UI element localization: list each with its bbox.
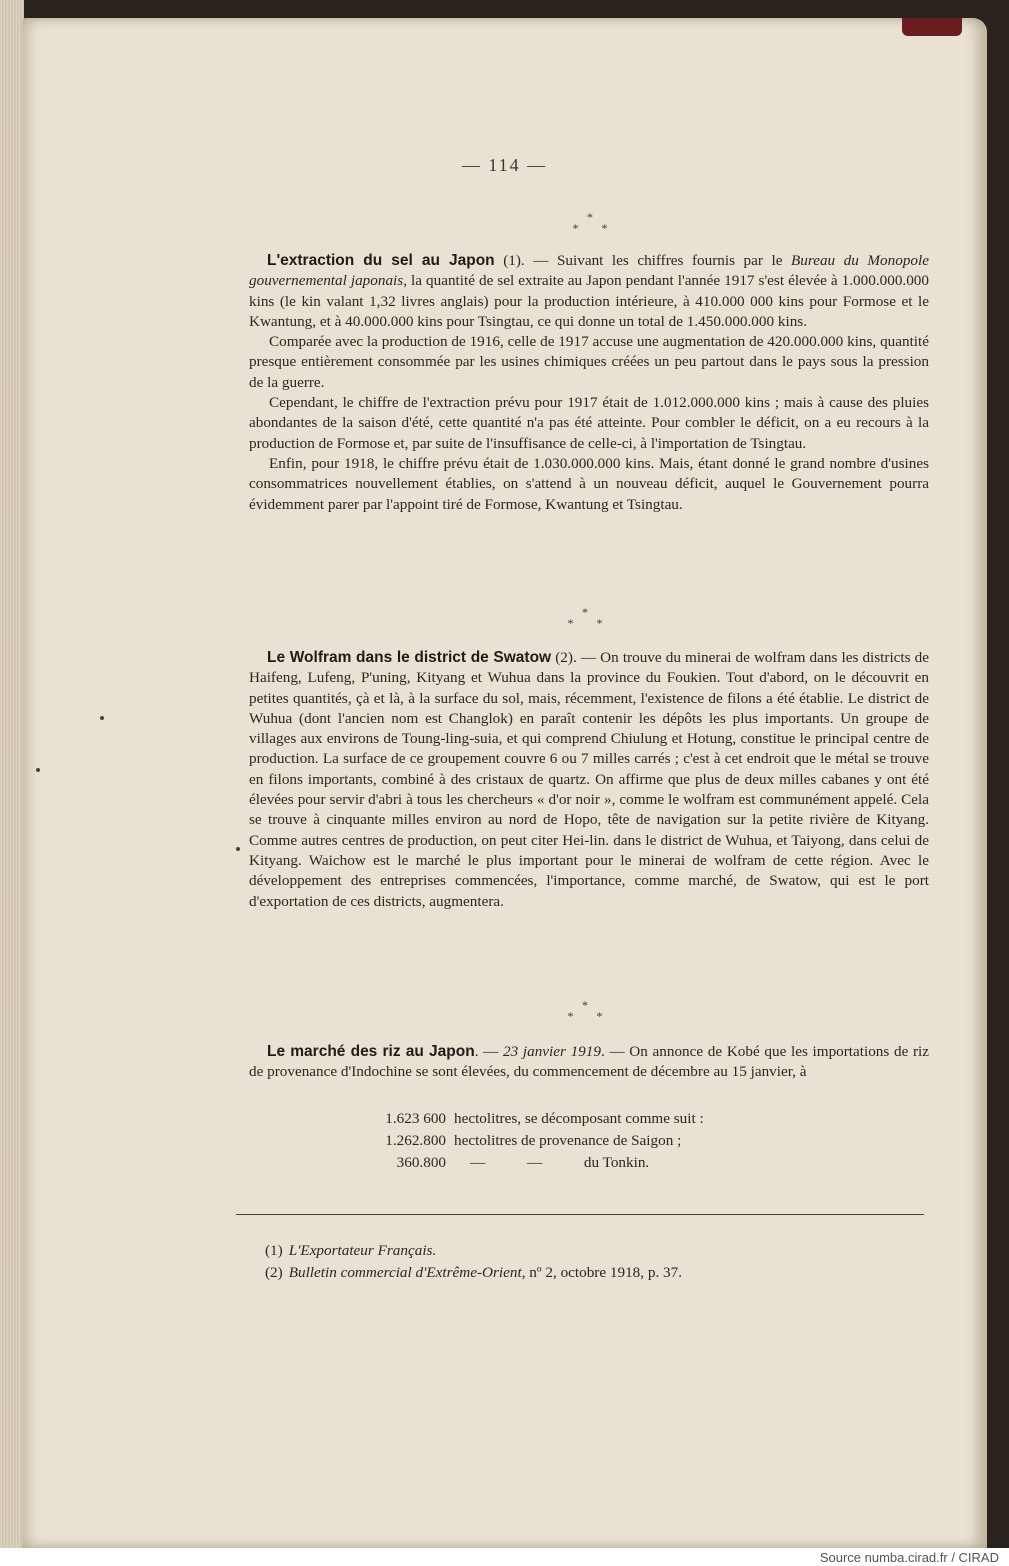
text-run: . — Suivant les chiffres fournis par le	[520, 252, 791, 269]
footnote	[265, 1240, 682, 1262]
section-heading: Le marché des riz au Japon	[267, 1043, 475, 1060]
import-quantity: 1.623 600	[385, 1110, 446, 1127]
text-run: . —	[474, 1043, 504, 1060]
import-description: — — du Tonkin.	[470, 1154, 650, 1171]
section-ornament-1: * * *	[572, 210, 618, 235]
import-description: hectolitres de provenance de Saigon ;	[454, 1132, 682, 1149]
text-run: Bureau du Monopole gouvernemental japonais	[249, 252, 929, 290]
margin-speck	[100, 716, 104, 720]
text-run: Cependant, le chiffre de l'extraction prévu pour 1917 était de 1.012.000.000 kins ; mais à cause des pluies abondantes de la saison d'été, cette quantité n'a pas été atteinte. Pour combler le déficit, on a eu recours à la production de Formose et, par suite de l'insuffisance de celle-ci, à l'importation de Tsingtau.	[249, 394, 929, 452]
import-row	[360, 1130, 704, 1152]
text-run: . — On annonce de Kobé que les importations de riz de provenance d'Indochine se sont élevées, du commencement de décembre au 15 janvier, à	[249, 1043, 930, 1081]
paragraph	[249, 332, 929, 393]
paragraph	[249, 454, 929, 515]
import-quantity: 360.800	[396, 1154, 446, 1171]
text-run: . — On trouve du minerai de wolfram dans les districts de Haifeng, Lufeng, P'uning, Kityang et Wuhua dans la province du Foukien. Tout d'abord, on le découvrit en petites quantités, çà et là, à la surface du sol, mais, récemment, l'existence de filons a été établie. Le district de Wuhua (dont l'ancien nom est Changlok) en paraît contenir les dépôts les plus importants. Un groupe de villages aux environs de Toung-ling-suia, et qui comprend Chiulung et Hotung, constitue le principal centre de production. La surface de ce groupement couvre 6 ou 7 milles carrés ; c'est à cet endroit que le métal se trouve en filons importants, combiné à des cristaux de quartz. On affirme que plus de deux milles cabanes y ont été élevées pour servir d'abri à tous les chercheurs « d'or noir », comme le wolfram est communément appelé. Cela se trouve à cinquante milles environ au nord de Hopo, tête de navigation sur la petite rivière de Kityang. Comme autres centres de production, on peut citer Hei-lin. dans le district de Wuhua, et Taiyong, dans celui de Kityang. Waichow est le marché le plus important pour le minerai de wolfram de cette région. Avec le développement des entreprises commencées, l'importance, comme marché, de Swatow, qui est le port d'exportation de ces districts, augmentera.	[249, 649, 929, 910]
footnote-detail: , nº 2, octobre 1918, p. 37.	[521, 1264, 683, 1281]
page-number: — 114 —	[461, 155, 548, 175]
rice-import-figures	[360, 1108, 704, 1174]
paragraph	[249, 393, 929, 454]
text-run: Comparée avec la production de 1916, celle de 1917 accuse une augmentation de 420.000.000 kins, quantité presque entièrement consommée par les usines chimiques créées un peu partout dans le pays sous la pression de la guerre.	[249, 333, 929, 391]
section-heading: Le Wolfram dans le district de Swatow	[267, 649, 552, 666]
paragraph	[249, 648, 929, 912]
section-ornament-2: * * *	[567, 605, 613, 630]
footnote	[265, 1262, 682, 1284]
import-quantity: 1.262.800	[385, 1132, 446, 1149]
footnote-reference: (2)	[551, 649, 573, 666]
section-rice-market	[249, 1042, 929, 1083]
section-salt-extraction	[249, 251, 929, 515]
import-description: hectolitres, se décomposant comme suit :	[454, 1110, 704, 1127]
text-run: Enfin, pour 1918, le chiffre prévu était de 1.030.000.000 kins. Mais, étant donné le grand nombre d'usines consommatrices nouvellement établies, on s'attend à un nouveau déficit, auquel le Gouvernement pourra évidemment parer par l'appoint tiré de Formose, Kwantung et Tsingtau.	[249, 454, 929, 513]
margin-speck	[236, 847, 240, 851]
text-run: 23 janvier 1919	[503, 1043, 601, 1060]
section-heading: L'extraction du sel au Japon	[267, 252, 495, 269]
footnote-rule	[236, 1214, 924, 1215]
bookmark-ribbon	[902, 18, 962, 36]
import-row	[360, 1108, 704, 1130]
section-wolfram-swatow	[249, 648, 929, 912]
footnotes	[265, 1240, 682, 1284]
footnote-title: L'Exportateur Français.	[288, 1242, 437, 1259]
import-row	[360, 1152, 704, 1174]
footnote-title: Bulletin commercial d'Extrême-Orient	[288, 1264, 522, 1281]
source-credit: Source numba.cirad.fr / CIRAD	[819, 1550, 999, 1565]
paragraph	[249, 251, 929, 332]
footnote-mark: (1)	[265, 1242, 283, 1259]
section-ornament-3: * * *	[567, 998, 613, 1023]
margin-speck	[36, 768, 40, 772]
text-run: , la quantité de sel extraite au Japon pendant l'année 1917 s'est élevée à 1.000.000.000 kins (le kin valant 1,32 livres anglais) pour la production intérieure, à 410.000 000 kins pour Formose et le Kwantung, et à 40.000.000 kins pour Tsingtau, ce qui donne un total de 1.450.000.000 kins.	[249, 272, 929, 330]
footnote-mark: (2)	[265, 1264, 283, 1281]
footnote-reference: (1)	[494, 252, 521, 269]
paragraph	[249, 1042, 929, 1083]
book-page-edges	[0, 0, 24, 1548]
